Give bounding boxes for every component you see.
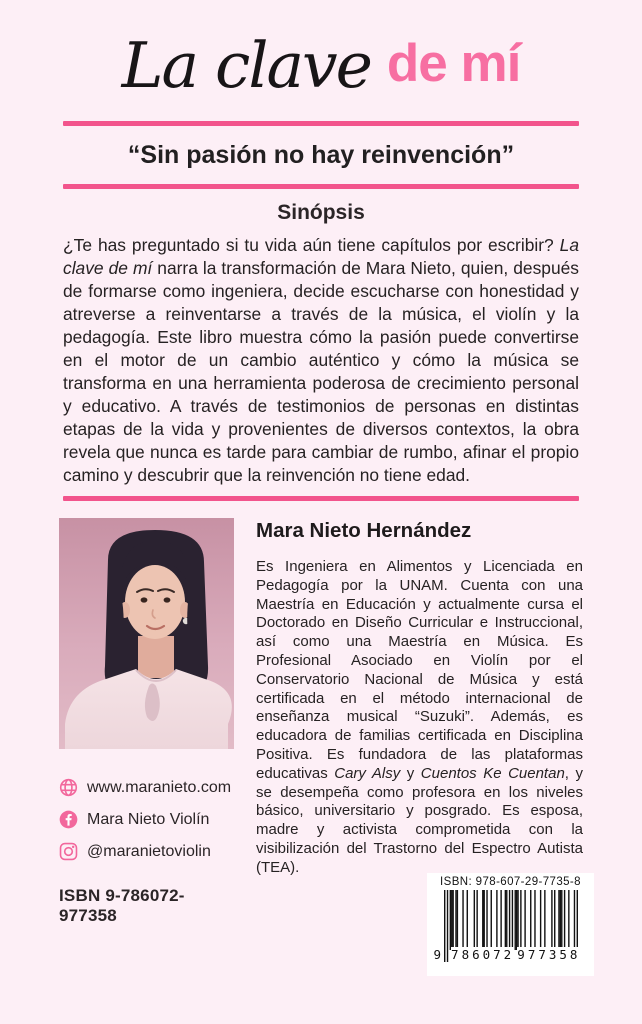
bio-text-2: y (400, 764, 421, 782)
bio-text-3: , y se desempeña como profesora en los niveles básico, universitario y posgrado. Es esposa, madre y activista comprometida con la visibilización del Trastorno del Espectro Autista (TEA). (256, 764, 583, 876)
book-title-script: La clave (121, 29, 371, 102)
author-bio (256, 558, 583, 878)
synopsis-paragraph (63, 234, 579, 487)
synopsis-text-2: narra la transformación de Mara Nieto, quien, después de formarse como ingeniera, decide escucharse con honestidad y atreverse a reinventarse a través de la música, el violín y la pedagogía. Este libro muestra cómo la pasión puede convertirse en el motor de un cambio auténtico y cómo la música se transforma en una herramienta poderosa de crecimiento personal y educativo. A través de testimonios de personas en distintas etapas de la vida y provenientes de diversos contextos, la obra revela que nunca es tarde para cambiar de rumbo, afinar el propio camino y descubrir que la reinvención no tiene edad. (63, 258, 579, 485)
website-label: www.maranieto.com (87, 778, 232, 796)
instagram-icon (59, 842, 78, 861)
barcode-isbn-label: ISBN: 978-607-29-7735-8 (440, 876, 581, 888)
book-title (0, 0, 642, 114)
author-left-column (59, 518, 237, 926)
synopsis-text-1: ¿Te has preguntado si tu vida aún tiene capítulos por escribir? (63, 235, 560, 255)
facebook-label: Mara Nieto Violín (87, 810, 210, 828)
synopsis-heading: Sinópsis (277, 201, 365, 224)
barcode (433, 890, 581, 968)
book-title-accent: de mí (386, 34, 521, 93)
contact-item-facebook[interactable] (59, 810, 237, 829)
author-name: Mara Nieto Hernández (256, 519, 472, 542)
author-photo (59, 518, 234, 749)
bio-platform-1: Cary Alsy (334, 764, 401, 782)
instagram-label: @maranietoviolin (87, 842, 211, 860)
barcode-digits (434, 947, 581, 962)
tagline: “Sin pasión no hay reinvención” (127, 141, 515, 169)
globe-icon (59, 778, 78, 797)
divider-synopsis (63, 496, 579, 501)
barcode-digit-lead: 9 (433, 947, 442, 962)
author-right-column (256, 518, 583, 926)
facebook-icon (59, 810, 78, 829)
isbn-text: ISBN 9-786072-977358 (59, 886, 185, 925)
barcode-panel (427, 873, 594, 976)
contact-item-website[interactable] (59, 778, 237, 797)
bio-text-1: Es Ingeniera en Alimentos y Licenciada en Pedagogía por la UNAM. Cuenta con una Maestría en Educación y actualmente cursa el Doctorado en Diseño Curricular e Instruccional, así como una Maestría en Música. Es Profesional Asociado en Violín por el Conservatorio Nacional de Música y está certificada en el método internacional de enseñanza musical “Suzuki”. Además, es educadora de familias certificada en Disciplina Positiva. Es fundadora de las plataformas educativas (256, 558, 583, 782)
barcode-digit-group2: 977358 (517, 947, 581, 962)
synopsis-book-title-mention: La clave de mí (63, 235, 579, 278)
divider-tagline (63, 184, 579, 189)
divider-top (63, 121, 579, 126)
bio-platform-2: Cuentos Ke Cuentan (420, 764, 565, 782)
contact-item-instagram[interactable] (59, 842, 237, 861)
barcode-digit-group1: 786072 (451, 947, 515, 962)
contact-list (59, 778, 237, 861)
author-section (59, 518, 583, 926)
